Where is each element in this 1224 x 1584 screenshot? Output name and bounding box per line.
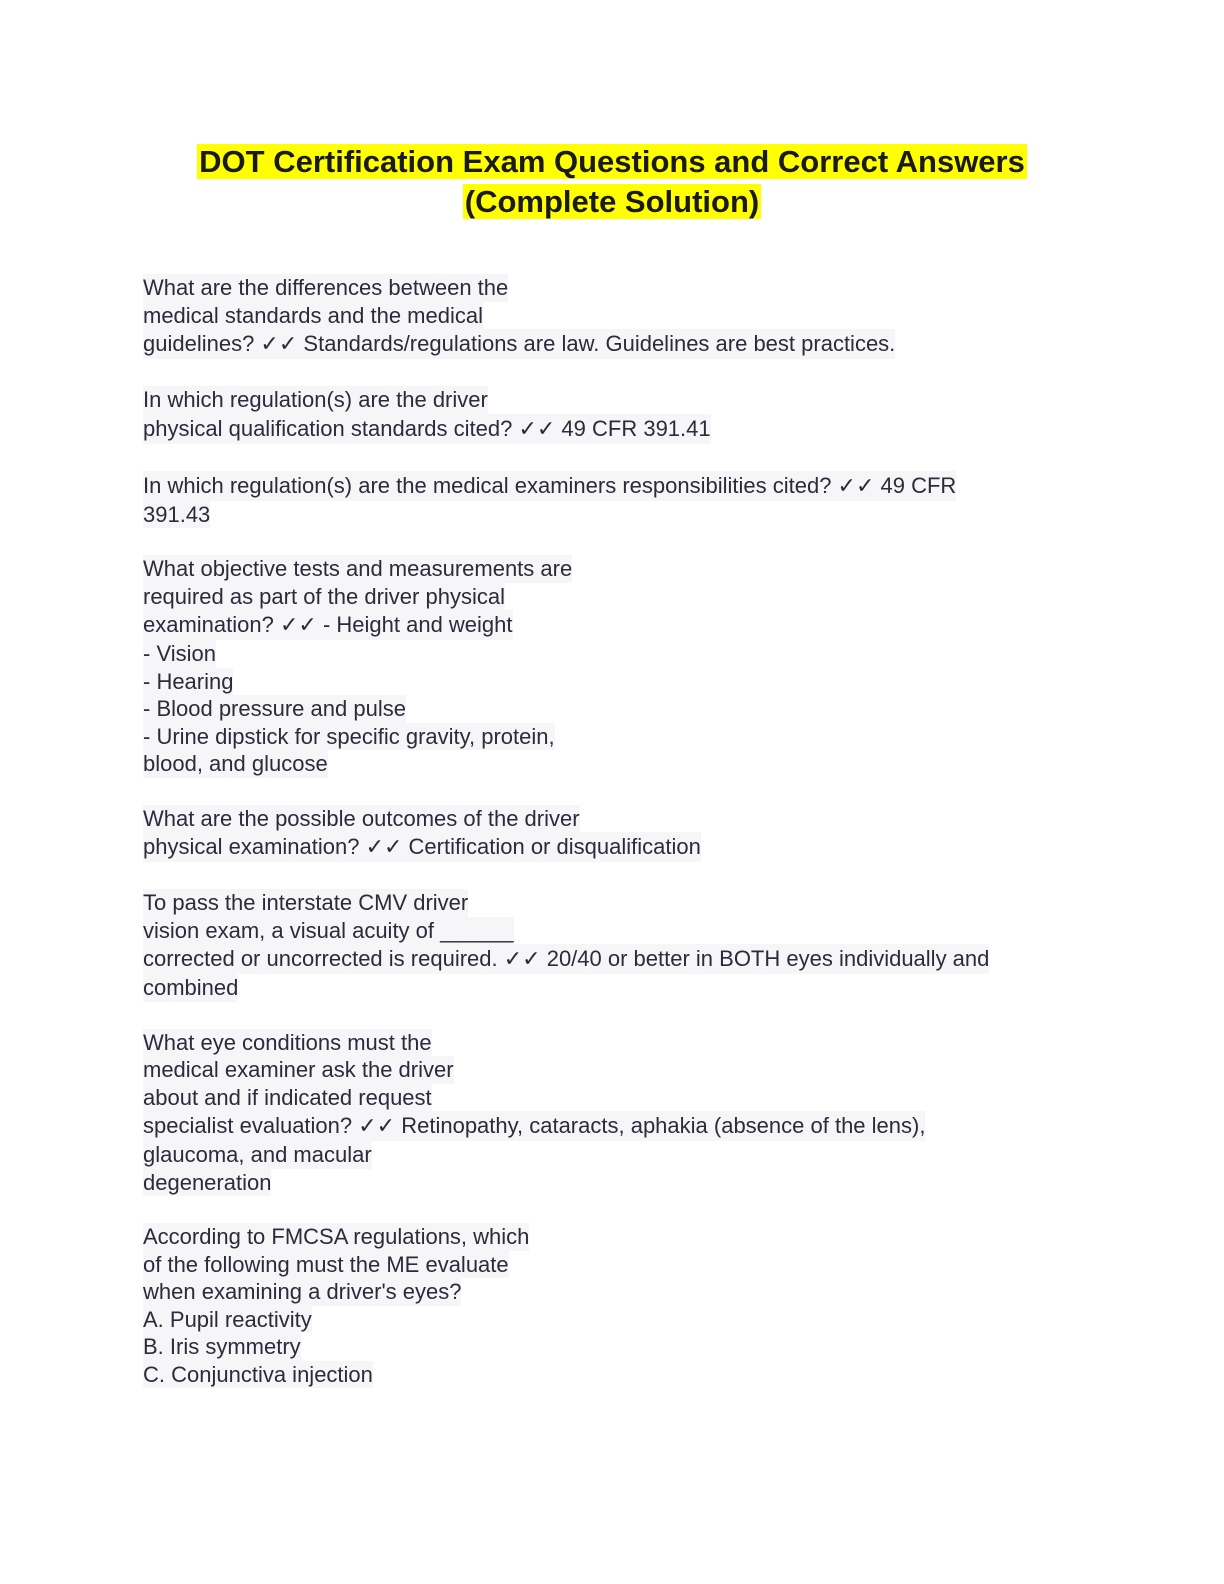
text-line: medical standards and the medical <box>143 302 483 328</box>
text-line: glaucoma, and macular <box>143 1142 372 1167</box>
qa-item <box>143 386 1083 444</box>
text-line: vision exam, a visual acuity of ______ <box>143 917 514 943</box>
text-line: B. Iris symmetry <box>143 1334 301 1359</box>
text-line: - Hearing <box>143 668 234 694</box>
qa-item <box>143 889 1083 1002</box>
qa-item <box>143 274 1083 359</box>
text-line: 391.43 <box>143 501 211 527</box>
text-line: A. Pupil reactivity <box>143 1306 312 1332</box>
text-line: specialist evaluation? ✓✓ Retinopathy, cataracts, aphakia (absence of the lens), <box>143 1111 925 1141</box>
text-line: What objective tests and measurements are <box>143 556 573 581</box>
text-line: In which regulation(s) are the medical examiners responsibilities cited? ✓✓ 49 CFR <box>143 471 956 501</box>
text-line: - Vision <box>143 641 216 666</box>
text-line: C. Conjunctiva injection <box>143 1361 373 1387</box>
qa-item <box>143 805 1083 863</box>
text-line: To pass the interstate CMV driver <box>143 890 469 915</box>
text-line: degeneration <box>143 1169 272 1195</box>
text-line: What are the possible outcomes of the driver <box>143 805 580 831</box>
text-line: when examining a driver's eyes? <box>143 1279 462 1304</box>
text-line: corrected or uncorrected is required. ✓✓ 20/40 or better in BOTH eyes individually and <box>143 944 989 974</box>
qa-item <box>143 471 1083 529</box>
text-line: physical examination? ✓✓ Certification or disqualification <box>143 832 701 862</box>
text-line: of the following must the ME evaluate <box>143 1251 509 1277</box>
text-line: combined <box>143 975 239 1000</box>
text-line: physical qualification standards cited? ✓✓ 49 CFR 391.41 <box>143 414 711 444</box>
text-line: medical examiner ask the driver <box>143 1057 454 1082</box>
text-line: In which regulation(s) are the driver <box>143 387 488 412</box>
title-line-1: DOT Certification Exam Questions and Correct Answers <box>199 144 1025 179</box>
title-line-2: (Complete Solution) <box>464 184 760 219</box>
text-line: According to FMCSA regulations, which <box>143 1224 530 1249</box>
text-line: What are the differences between the <box>143 275 509 300</box>
text-line: guidelines? ✓✓ Standards/regulations are law. Guidelines are best practices. <box>143 329 895 359</box>
qa-item <box>143 1223 1083 1388</box>
qa-item <box>143 555 1083 778</box>
qa-list <box>143 274 1083 1388</box>
text-line: about and if indicated request <box>143 1084 432 1110</box>
text-line: required as part of the driver physical <box>143 583 505 609</box>
qa-item <box>143 1029 1083 1197</box>
document-title <box>0 142 1224 222</box>
text-line: examination? ✓✓ - Height and weight <box>143 610 513 640</box>
text-line: What eye conditions must the <box>143 1029 432 1055</box>
text-line: blood, and glucose <box>143 751 328 776</box>
text-line: - Blood pressure and pulse <box>143 696 406 721</box>
text-line: - Urine dipstick for specific gravity, protein, <box>143 723 555 749</box>
